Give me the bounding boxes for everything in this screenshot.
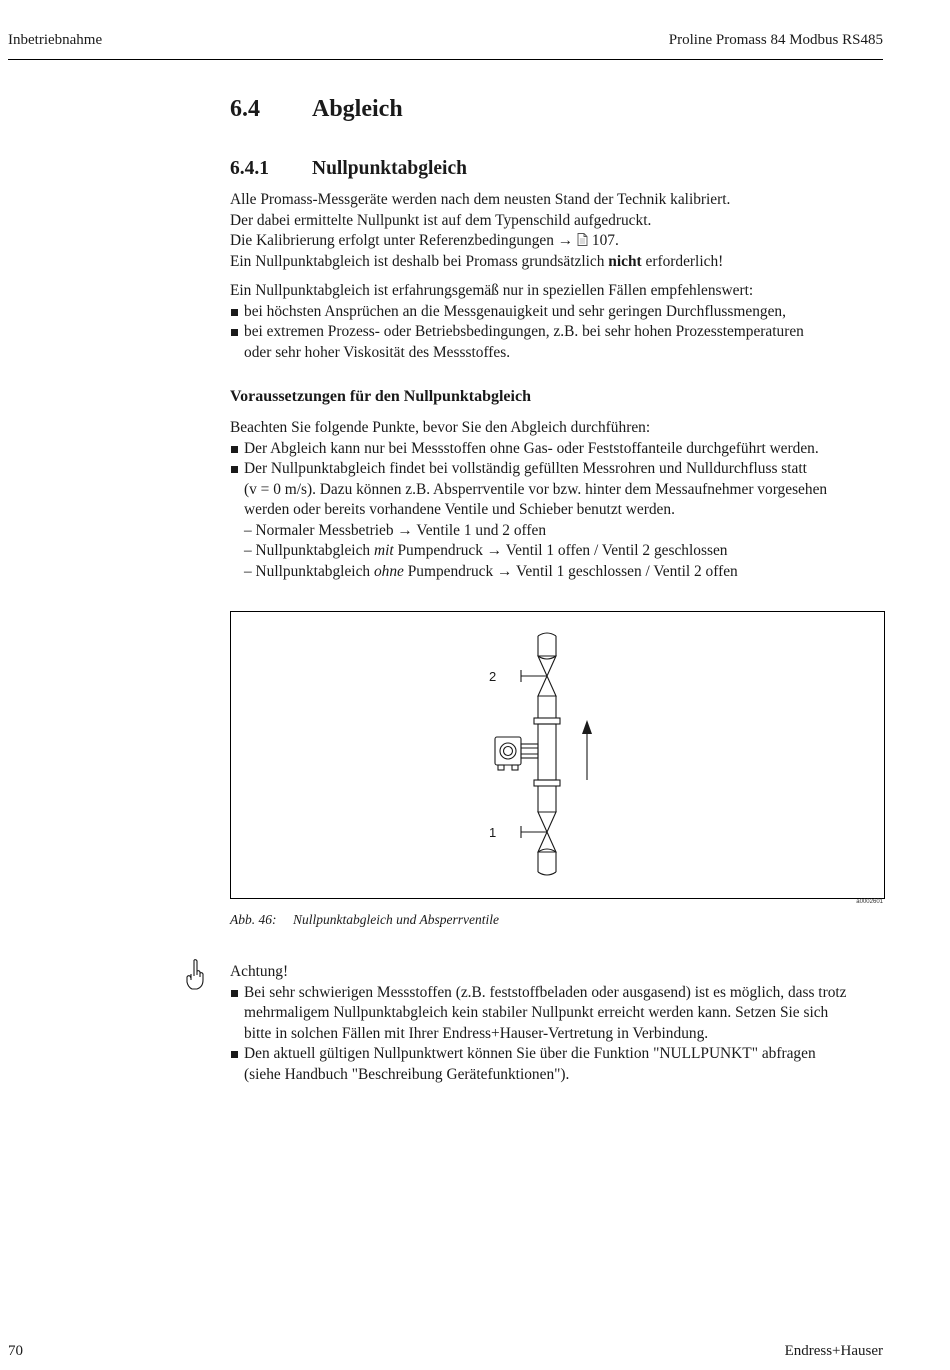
sub-list-emphasis: mit xyxy=(373,542,394,559)
figure-caption-text: Nullpunktabgleich und Absperrventile xyxy=(293,912,499,927)
list-item-continuation: bitte in solchen Fällen mit Ihrer Endress+Hauser-Vertretung in Verbindung. xyxy=(244,1024,709,1042)
sub-list-text: Pumpendruck → Ventil 1 geschlossen / Ventil 2 offen xyxy=(403,562,738,580)
list-item: Bei sehr schwierigen Messstoffen (z.B. feststoffbeladen oder ausgasend) ist es möglich, dass trotz xyxy=(230,983,890,1004)
transmitter-icon xyxy=(495,737,538,770)
sub-list-item xyxy=(230,562,890,583)
prereq-paragraph xyxy=(230,418,890,582)
sub-list-text: – Nullpunktabgleich xyxy=(244,562,374,580)
prereq-lead: Beachten Sie folgende Punkte, bevor Sie den Abgleich durchführen: xyxy=(230,419,651,436)
list-item-continuation: oder sehr hoher Viskosität des Messstoffes. xyxy=(244,343,511,361)
recommend-lead: Ein Nullpunktabgleich ist erfahrungsgemäß nur in speziellen Fällen empfehlenswert: xyxy=(230,282,754,299)
list-item-continuation: werden oder bereits vorhandene Ventile und Schieber benutzt werden. xyxy=(244,501,675,518)
valve-2-label: 2 xyxy=(489,669,497,684)
list-item: bei extremen Prozess- oder Betriebsbedingungen, z.B. bei sehr hohen Prozesstemperaturen xyxy=(230,322,890,343)
figure-caption xyxy=(230,912,499,928)
intro-line-reference xyxy=(230,231,890,252)
section-heading xyxy=(230,96,403,123)
page-reference-number[interactable]: 107. xyxy=(591,232,619,249)
page-reference-icon xyxy=(577,233,588,246)
list-item: Der Abgleich kann nur bei Messstoffen ohne Gas- oder Feststoffanteile durchgeführt werden. xyxy=(230,439,890,460)
sub-list-text: – Nullpunktabgleich xyxy=(244,542,374,559)
sub-list-emphasis: ohne xyxy=(373,562,404,580)
section-title: Abgleich xyxy=(312,96,403,122)
arrow-icon: → xyxy=(557,232,574,249)
intro-paragraph xyxy=(230,190,890,272)
list-item-continuation: mehrmaligem Nullpunktabgleich kein stabiler Nullpunkt erreicht werden kann. Setzen Sie sich xyxy=(244,1004,829,1021)
sub-list-text: Pumpendruck → Ventil 1 offen / Ventil 2 geschlossen xyxy=(393,542,728,559)
page-number: 70 xyxy=(8,1343,23,1359)
list-item: Der Nullpunktabgleich findet bei vollständig gefüllten Messrohren und Nulldurchfluss statt xyxy=(230,459,890,480)
intro-line: Der dabei ermittelte Nullpunkt ist auf dem Typenschild aufgedruckt. xyxy=(230,211,652,229)
subsection-title: Nullpunktabgleich xyxy=(312,158,467,179)
intro-line: Alle Promass-Messgeräte werden nach dem neusten Stand der Technik kalibriert. xyxy=(230,191,731,208)
reference-text: Die Kalibrierung erfolgt unter Referenzbedingungen xyxy=(230,232,554,249)
figure-id: a0002601 xyxy=(856,899,883,905)
valve-1-label: 1 xyxy=(489,825,497,840)
sub-list-item xyxy=(230,541,890,562)
intro-text: Ein Nullpunktabgleich ist deshalb bei Promass grundsätzlich xyxy=(230,252,609,270)
pipe-valve-diagram xyxy=(231,612,884,898)
sensor-body xyxy=(538,724,556,780)
running-header-product: Proline Promass 84 Modbus RS485 xyxy=(668,32,883,48)
warning-title: Achtung! xyxy=(230,963,289,980)
list-item: Den aktuell gültigen Nullpunktwert können Sie über die Funktion "NULLPUNKT" abfragen xyxy=(230,1044,890,1065)
prereq-heading: Voraussetzungen für den Nullpunktabgleich xyxy=(230,388,531,405)
pipe-bottom-segment xyxy=(538,849,556,875)
warning-block xyxy=(230,962,890,1085)
intro-line-emphasis xyxy=(230,252,890,273)
intro-text: erforderlich! xyxy=(641,252,724,270)
running-header-chapter: Inbetriebnahme xyxy=(8,32,103,48)
list-item-continuation: (siehe Handbuch "Beschreibung Gerätefunktionen"). xyxy=(244,1065,570,1083)
subsection-heading xyxy=(230,158,467,180)
subsection-number: 6.4.1 xyxy=(230,158,269,179)
recommend-paragraph xyxy=(230,281,890,363)
pipe-top-segment xyxy=(538,633,556,659)
footer-brand: Endress+Hauser xyxy=(784,1343,883,1359)
section-number: 6.4 xyxy=(230,96,260,122)
pointing-hand-icon xyxy=(183,958,207,992)
list-item-continuation: (v = 0 m/s). Dazu können z.B. Absperrventile vor bzw. hinter dem Messaufnehmer vorgesehen xyxy=(244,480,828,498)
valve-1-shape xyxy=(521,812,556,852)
figure-frame xyxy=(230,611,885,899)
valve-2-shape xyxy=(521,656,556,696)
emphasis-text: nicht xyxy=(608,252,642,270)
list-item: bei höchsten Ansprüchen an die Messgenauigkeit und sehr geringen Durchflussmengen, xyxy=(230,302,890,323)
flow-arrowhead xyxy=(582,720,592,734)
header-rule xyxy=(8,59,883,60)
sub-list-item: – Normaler Messbetrieb → Ventile 1 und 2 offen xyxy=(244,521,547,539)
figure-caption-number: Abb. 46: xyxy=(230,912,277,927)
